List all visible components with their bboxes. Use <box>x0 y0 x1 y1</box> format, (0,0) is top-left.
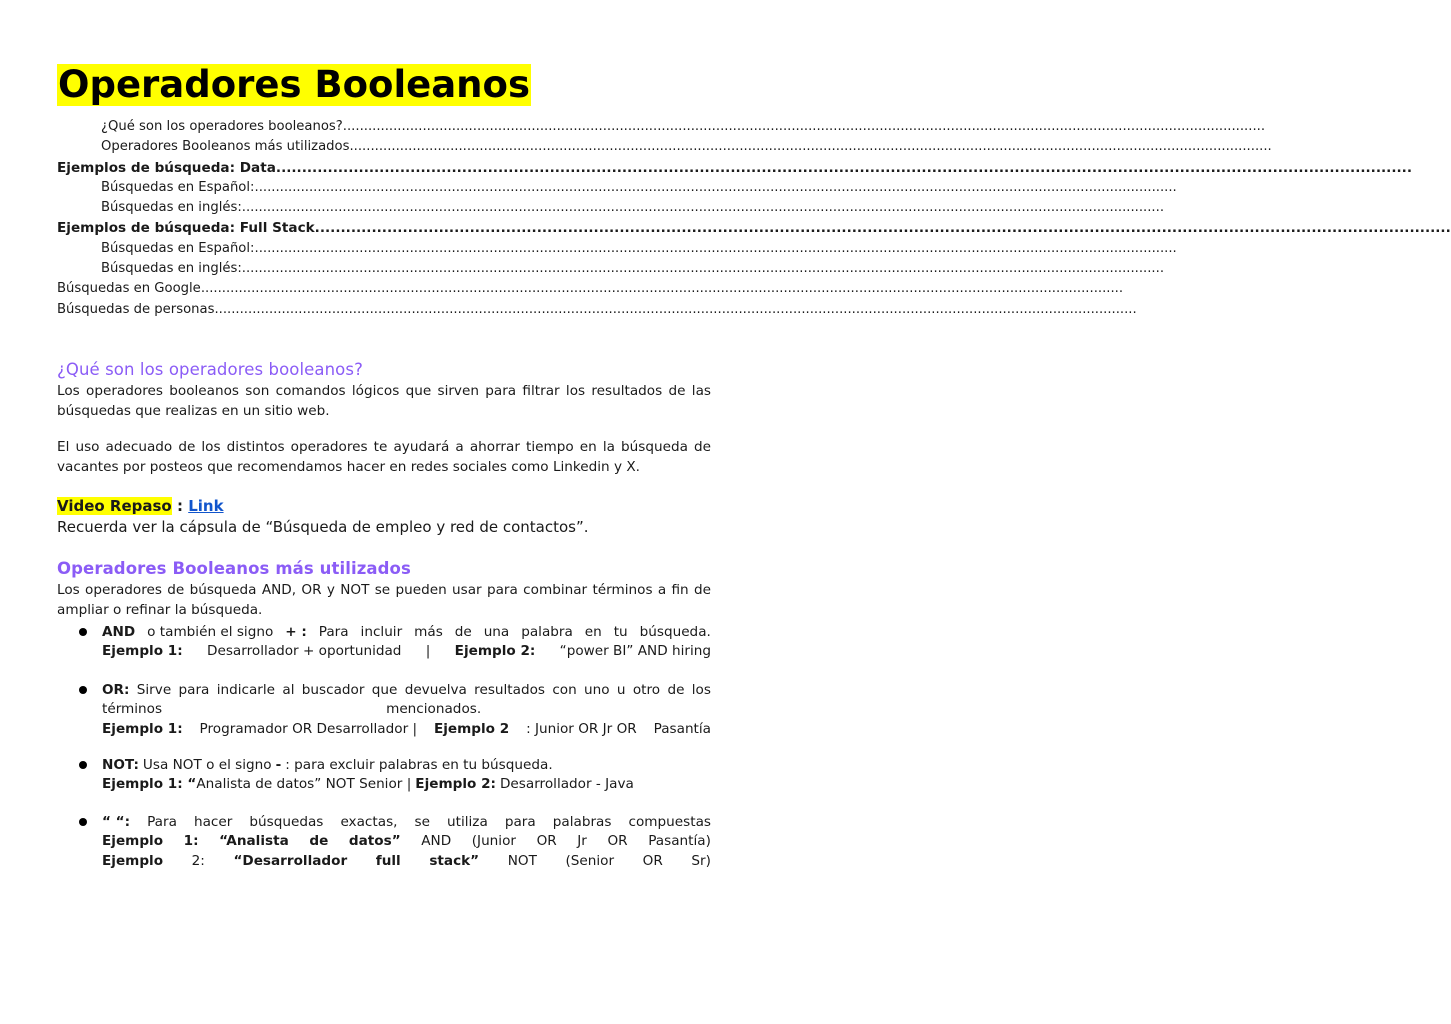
quotes-line-1-word: utiliza <box>447 814 488 830</box>
and-line-1-word: + : <box>285 624 307 640</box>
paragraph-definition: Los operadores booleanos son comandos lógicos que sirven para filtrar los resultados de las búsquedas que realizas en un sitio web. <box>57 383 711 419</box>
quotes-line-2 <box>102 832 711 851</box>
or-line-3 <box>102 720 711 739</box>
toc-entry[interactable] <box>0 137 1272 157</box>
quotes-line-2-word: de <box>309 833 329 850</box>
or-terminos: términos <box>102 701 163 718</box>
or-line-1-word: para <box>178 682 210 698</box>
or-line-1-word: devuelva <box>404 682 467 698</box>
and-line-1-word: más <box>414 624 443 640</box>
quotes-line-2-word: Pasantía) <box>648 833 711 850</box>
quotes-line-1-word: palabras <box>552 814 612 830</box>
quotes-line-2-word: “Analista <box>219 833 289 850</box>
toc-entry-label: Búsquedas en Español:............................................................................................................................................................................................................................ <box>101 240 1177 256</box>
page-title: Operadores Booleanos <box>58 63 530 106</box>
quotes-line-3-word: “Desarrollador <box>233 852 348 869</box>
quotes-line-1-word: “ “: <box>102 814 131 830</box>
or-line-1-word: con <box>552 682 577 698</box>
toc-entry-label: Búsquedas en Español:............................................................................................................................................................................................................................ <box>101 179 1177 195</box>
or-line-1-word: que <box>371 682 398 698</box>
and-line-1-word: tu <box>613 624 628 640</box>
quotes-line-1-word: compuestas <box>628 814 711 830</box>
or-line-1-word: resultados <box>474 682 545 698</box>
toc-entry[interactable] <box>0 259 1165 279</box>
or-line-1-word: otro <box>632 682 661 698</box>
quotes-line-2-word: datos” <box>348 833 401 850</box>
quotes-line-3-word: stack” <box>429 852 480 869</box>
video-repaso-line <box>57 497 224 515</box>
or-line-1-word: al <box>282 682 295 698</box>
and-line-1-word: palabra <box>521 624 573 640</box>
quotes-line-1 <box>102 813 711 832</box>
bullet-dot <box>79 761 87 769</box>
quotes-line-2-word: 1: <box>183 833 199 850</box>
or-line-1-word: uno <box>584 682 610 698</box>
toc-entry[interactable] <box>0 239 1177 259</box>
paragraph-usage: El uso adecuado de los distintos operadores te ayudará a ahorrar tiempo en la búsqueda de vacantes por posteos que recomendamos hacer en redes sociales como Linkedin y X. <box>57 439 711 475</box>
quotes-line-3 <box>102 852 711 871</box>
quotes-line-1-word: para <box>504 814 536 830</box>
quotes-line-2-word: AND <box>421 833 452 850</box>
toc-entry-label: Búsquedas de personas............................................................................................................................................................................................................................ <box>57 301 1137 317</box>
toc-entry-label: Búsquedas en inglés:............................................................................................................................................................................................................................ <box>101 200 1165 216</box>
toc-entry[interactable] <box>0 158 1412 178</box>
or-line-1-word: de <box>667 682 685 698</box>
quotes-line-1-word: Para <box>147 814 177 830</box>
and-line-2-word: Ejemplo 2: <box>454 643 536 660</box>
or-line-3-word: Ejemplo 2 <box>433 720 510 737</box>
or-line-1-word: OR: <box>102 682 130 698</box>
video-colon: : <box>171 497 189 515</box>
quotes-line-2-word: OR <box>607 833 628 850</box>
and-line-2-word: Ejemplo 1: <box>102 643 183 660</box>
toc-entry-label: Ejemplos de búsqueda: Data............................................................................................................................................................................................................................ <box>57 159 1412 176</box>
or-line-1-word: buscador <box>301 682 365 698</box>
and-line-1-word: incluir <box>360 624 403 640</box>
section-heading-mas-utilizados: Operadores Booleanos más utilizados <box>57 559 411 578</box>
quotes-line-3-word: Sr) <box>691 852 711 869</box>
toc-entry[interactable] <box>0 279 1124 299</box>
not-desc-a: Usa NOT o el signo <box>142 757 272 773</box>
and-line-1-word: una <box>483 624 510 640</box>
or-line-1-word: u <box>616 682 626 698</box>
quotes-line-3-word: Ejemplo <box>102 852 164 869</box>
not-minus: - <box>275 757 282 773</box>
video-repaso-label: Video Repaso <box>57 497 172 515</box>
not-ej1-label: Ejemplo 1: “ <box>102 776 197 793</box>
not-line-2 <box>102 775 711 794</box>
quotes-line-2-word: OR <box>536 833 557 850</box>
or-line-3-word: Programador OR Desarrollador | <box>199 720 418 737</box>
quotes-line-3-word: full <box>375 852 401 869</box>
table-of-contents <box>0 117 1451 320</box>
and-line-1-word: de <box>454 624 472 640</box>
or-line-3-word: : Junior OR Jr OR <box>526 720 637 737</box>
toc-entry-label: Operadores Booleanos más utilizados............................................................................................................................................................................................................................ <box>101 139 1272 155</box>
and-line-2 <box>102 642 711 661</box>
toc-entry-label: Búsquedas en Google............................................................................................................................................................................................................................ <box>57 281 1124 297</box>
toc-entry[interactable] <box>0 178 1177 198</box>
or-mencionados: mencionados. <box>386 701 482 718</box>
toc-entry-label: Búsquedas en inglés:............................................................................................................................................................................................................................ <box>101 261 1165 277</box>
or-line-1 <box>102 681 711 700</box>
quotes-line-1-word: hacer <box>193 814 233 830</box>
or-line-3-word: Pasantía <box>653 720 711 737</box>
and-line-1-word: o también el signo <box>147 624 274 640</box>
toc-entry[interactable] <box>0 198 1165 218</box>
quotes-line-1-word: exactas, <box>340 814 398 830</box>
and-line-1-word: Para <box>318 624 349 640</box>
quotes-line-2-word: (Junior <box>471 833 516 850</box>
toc-entry[interactable] <box>0 300 1137 320</box>
quotes-line-1-word: búsquedas <box>249 814 324 830</box>
not-label: NOT: <box>102 757 139 773</box>
toc-entry[interactable] <box>0 218 1451 238</box>
or-line-1-word: los <box>691 682 711 698</box>
toc-entry-label: Ejemplos de búsqueda: Full Stack............................................................................................................................................................................................................................ <box>57 220 1451 237</box>
and-line-1 <box>102 623 711 642</box>
quotes-line-2-word: Jr <box>577 833 587 850</box>
quotes-line-3-word: OR <box>642 852 663 869</box>
quotes-line-2-word: Ejemplo <box>102 833 164 850</box>
and-line-2-word: “power BI” AND hiring <box>559 643 711 660</box>
bullet-dot <box>79 818 87 826</box>
video-link[interactable]: Link <box>188 497 224 515</box>
not-ej2-value: Desarrollador - Java <box>499 776 634 793</box>
not-ej2-label: Ejemplo 2: <box>415 776 496 793</box>
quotes-line-3-word: (Senior <box>565 852 615 869</box>
not-ej1-value: Analista de datos” NOT Senior | <box>196 776 412 793</box>
quotes-line-3-word: NOT <box>507 852 537 869</box>
or-line-2 <box>102 700 711 719</box>
or-line-3-word: Ejemplo 1: <box>102 720 183 737</box>
bullet-dot <box>79 628 87 636</box>
and-line-2-word: | <box>425 643 431 660</box>
or-line-1-word: indicarle <box>216 682 276 698</box>
bullet-dot <box>79 686 87 694</box>
toc-entry[interactable] <box>0 117 1266 137</box>
and-line-1-word: búsqueda. <box>639 624 711 640</box>
or-line-1-word: Sirve <box>136 682 172 698</box>
quotes-line-1-word: se <box>414 814 430 830</box>
and-line-1-word: en <box>584 624 602 640</box>
not-line-1 <box>102 756 711 775</box>
section-heading-que-son: ¿Qué son los operadores booleanos? <box>57 360 363 379</box>
toc-entry-label: ¿Qué son los operadores booleanos?............................................................................................................................................................................................................................ <box>101 119 1266 134</box>
and-line-2-word: Desarrollador + oportunidad <box>207 643 402 660</box>
not-desc-b: : para excluir palabras en tu búsqueda. <box>285 757 553 773</box>
quotes-line-3-word: 2: <box>191 852 205 869</box>
recuerda-note: Recuerda ver la cápsula de “Búsqueda de empleo y red de contactos”. <box>57 518 589 536</box>
paragraph-intro-operators: Los operadores de búsqueda AND, OR y NOT se pueden usar para combinar términos a fin de ampliar o refinar la búsqueda. <box>57 582 711 618</box>
and-line-1-word: AND <box>102 624 136 640</box>
